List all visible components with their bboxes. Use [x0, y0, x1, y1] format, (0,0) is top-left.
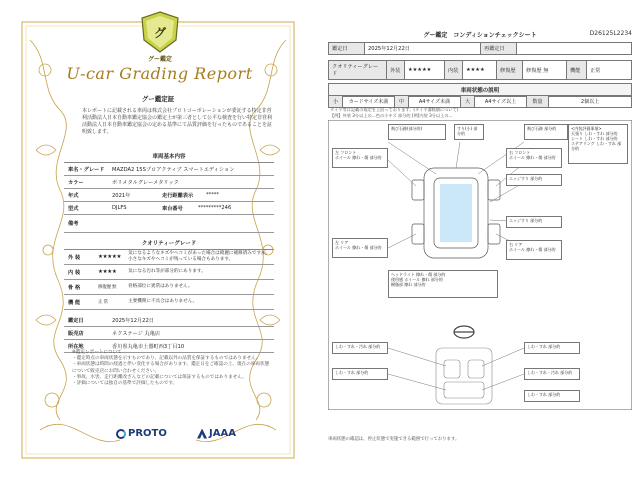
- field-row: [64, 215, 274, 233]
- field-label: 年式: [68, 192, 79, 199]
- rating-stars: ★★★★: [98, 269, 117, 275]
- dealer-label: 販売店: [68, 330, 84, 337]
- grading-certificate: [0, 0, 316, 480]
- field-row: [64, 202, 274, 215]
- sheet-date-value: 2025年12月22日: [365, 43, 481, 54]
- damage-label-box: すり(小) 部分的: [454, 124, 484, 140]
- sheet-repair-label: 修復歴: [497, 61, 523, 79]
- field-value: 2021年: [112, 192, 131, 199]
- size-cell: 大: [461, 96, 475, 107]
- jaaa-logo-icon: [197, 429, 207, 439]
- sheet-exterior-value: ★★★★★: [405, 61, 445, 79]
- field-extra-value: *********246: [198, 205, 232, 211]
- vehicle-section-heading: 車両基本内容: [64, 150, 274, 163]
- rating-label: 内 装: [68, 269, 81, 276]
- address-label: 所在地: [68, 343, 84, 350]
- field-extra-label: 走行距離表示: [162, 192, 194, 199]
- badge-label: グー鑑定: [147, 56, 172, 63]
- rating-row: [64, 250, 274, 265]
- interior-label-box: しわ・すれ 部分的: [332, 368, 388, 380]
- address-value: 香川県丸亀市土器町西3丁目10: [112, 343, 185, 350]
- interior-label-box: しわ・すれ・汚れ 部分的: [332, 342, 388, 354]
- certificate-notes: ※鑑定レポートについて ・鑑定時点の車両状態を示すものであり、記載以外の品質を保証するものではありません。 ・車両状態は時間の経過と伴い変化する場合があります。鑑定日をご確認の上、現在の車両状態について販売店にお問い合わせください。 ・事故、水害、走行距離改ざんなどの記載については保証するものではありません。 ・評価については独自の基準で評価したものです。: [72, 350, 270, 387]
- report-title: U-car Grading Report: [66, 64, 253, 83]
- sheet-date-label: 鑑定日: [329, 43, 365, 54]
- rating-desc: 主要機関に不具合はありません。: [128, 299, 198, 305]
- field-label: 備考: [68, 221, 79, 227]
- interior-label-box: しわ・すれ 部分的: [524, 342, 580, 354]
- rating-row: [64, 280, 274, 295]
- goo-kantei-badge: [138, 10, 182, 63]
- sheet-exterior-label: 外装: [387, 61, 405, 79]
- vehicle-table: [64, 150, 274, 353]
- rating-desc: 気になるようなキズやヘコミがあった場合は綺麗に補修済みですが、小さなキズやヘコミが残っている場合もあります。: [128, 251, 271, 262]
- date-row: [64, 314, 274, 327]
- jaaa-logo: [197, 428, 236, 439]
- size-cell: 数量: [527, 96, 549, 107]
- condition-check-sheet: [320, 0, 640, 480]
- interior-label-box: しわ・すれ・汚れ 部分的: [524, 368, 580, 380]
- field-value: MAZDA2 15Sプロアクティブ スマートエディション: [112, 166, 235, 173]
- damage-label-box: 飛び石跡(部分的): [388, 124, 446, 140]
- field-extra-value: *****: [206, 192, 219, 198]
- field-label: カラー: [68, 179, 84, 186]
- damage-label-box: ヘッドライト 擦れ・傷 部分的 使用感 ホイール 擦れ 部分的 樹脂部 擦れ 部分的: [388, 270, 498, 298]
- damage-label-box: 右 リア ホイール 擦れ・傷 部分的: [506, 240, 562, 260]
- field-label: 車名・グレード: [68, 166, 105, 173]
- interior-label-box: しわ・すれ 部分的: [524, 390, 580, 402]
- vehicle-diagram: [328, 120, 632, 410]
- rating-row: [64, 265, 274, 280]
- field-value: DJLFS: [112, 205, 127, 211]
- rating-label: 外 装: [68, 254, 81, 261]
- sheet-title: グー鑑定 コンディションチェックシート: [423, 32, 537, 39]
- rating-row: [64, 295, 274, 310]
- proto-logo: [116, 428, 167, 439]
- quality-header-row: [328, 60, 632, 80]
- sheet-document-id: D26125L2234: [589, 30, 632, 37]
- damage-label-box: 左 リア ホイール 擦れ・傷 部分的: [332, 238, 388, 258]
- shield-badge-icon: [138, 10, 182, 54]
- steering-wheel-icon: [454, 326, 474, 338]
- size-cell: カードサイズ未満: [343, 96, 395, 107]
- size-cell: A4サイズ未満: [409, 96, 461, 107]
- field-value: ポリメタルグレーメタリック: [112, 179, 179, 186]
- rating-desc: 骨格部位に異常はありません。: [128, 284, 193, 290]
- size-cell: 小: [329, 96, 343, 107]
- size-cell: A4サイズ以上: [475, 96, 527, 107]
- damage-label-box: エッジすり 部分的: [506, 216, 562, 228]
- rating-label: 機 能: [68, 299, 81, 306]
- rating-desc: 気になる汚れ等が部分的にあります。: [128, 269, 206, 275]
- damage-label-box: 右 フロント ホイール 擦れ・傷 部分的: [506, 148, 562, 168]
- size-cell: 2個以上: [580, 99, 600, 105]
- proto-logo-icon: [116, 429, 126, 439]
- field-extra-label: 車台番号: [162, 205, 183, 212]
- damage-label-box: 左 フロント ホイール 擦れ・傷 部分的: [332, 148, 388, 168]
- svg-text:グ: グ: [153, 26, 167, 40]
- explain-heading: 車両状態の説明: [328, 83, 632, 97]
- field-row: [64, 176, 274, 189]
- legend-line: タイヤ等は記載の規定を上回っております。(タイヤ溝数値について) 【例】外装 3分以上の…色の小キズ 部分的 [例]内装 3分以上の…: [330, 107, 459, 118]
- dealer-value: ネクステージ 丸亀店: [112, 330, 161, 337]
- field-row: [64, 163, 274, 176]
- rating-stars: ★★★★★: [98, 254, 122, 260]
- date-header-row: [328, 42, 632, 55]
- sheet-quality-label: クオリティーグレード: [329, 61, 387, 79]
- rating-stars: 修復歴 無: [98, 285, 117, 290]
- dealer-row: [64, 327, 274, 340]
- quality-section-heading: クオリティーグレード: [64, 237, 274, 250]
- sheet-function-value: 正常: [590, 67, 601, 74]
- sheet-interior-label: 内装: [445, 61, 463, 79]
- jaaa-logo-text: JAAA: [209, 428, 236, 439]
- rating-label: 骨 格: [68, 284, 81, 291]
- field-label: 型式: [68, 205, 79, 212]
- sheet-repair-value: 修復歴 無: [523, 61, 567, 79]
- interior-summary-box: <内装評価事項> 天張り しわ・すれ 部分的 シート しわ・すれ 部分的 ステアリング しわ・すれ 部分的: [568, 124, 628, 164]
- logos: [116, 428, 236, 439]
- sheet-redate-label: 再鑑定日: [481, 43, 517, 54]
- damage-label-box: 飛び石跡 部分的: [524, 124, 568, 140]
- rating-stars: 正 常: [98, 300, 108, 305]
- sheet-function-label: 機能: [567, 61, 587, 79]
- sheet-footer-note: 車両状態の確認は、停止状態で実施できる範囲で行っております。: [328, 437, 460, 442]
- certificate-intro: 本レポートに記載される車両は株式会社プロトコーポレーションが委託する特定非営利活動法人日本自動車鑑定協会の鑑定士が第三者として公平な検査を行い特定非営利活動法人日本自動車鑑定協会の定める基準にて品質評価を行ったものであることを証明致します。: [82, 108, 273, 135]
- sheet-interior-value: ★★★★: [463, 61, 497, 79]
- date-label: 鑑定日: [68, 317, 84, 324]
- proto-logo-text: PROTO: [128, 428, 167, 439]
- certificate-subtitle: グー鑑定証: [141, 95, 175, 103]
- size-cell: 中: [395, 96, 409, 107]
- sheet-redate-value: [517, 43, 631, 54]
- date-value: 2025年12月22日: [112, 317, 154, 324]
- field-row: [64, 189, 274, 202]
- damage-label-box: エッジすり 部分的: [506, 174, 562, 186]
